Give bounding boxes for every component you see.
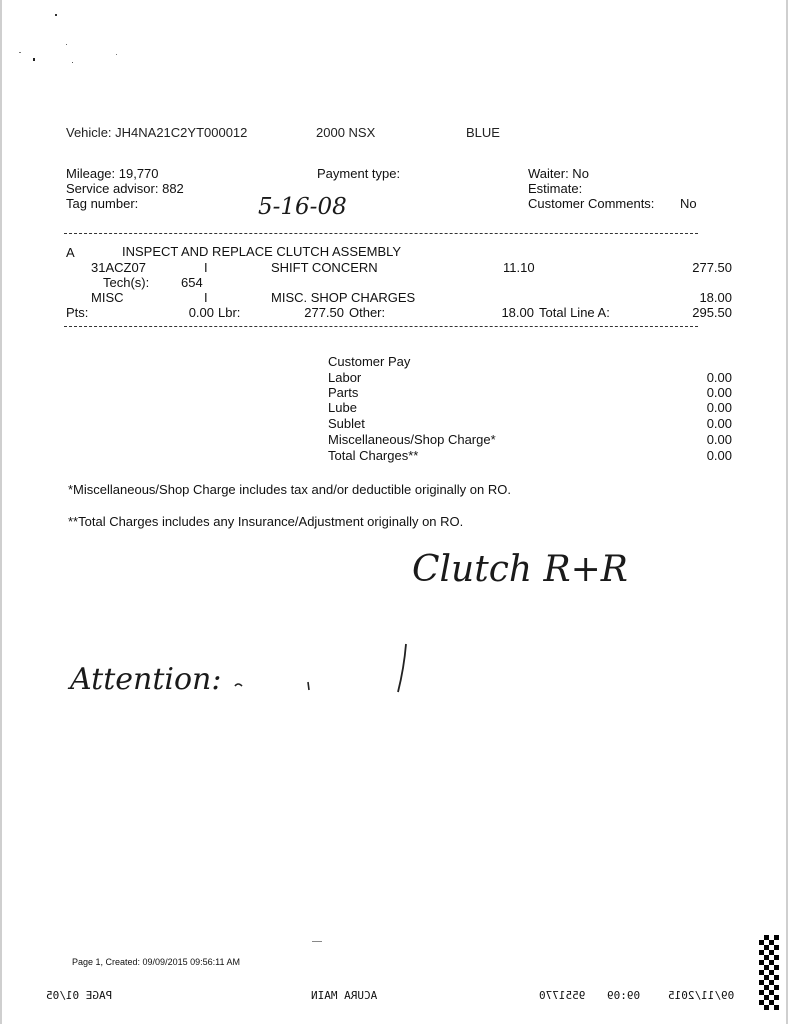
fax-time: 09:09 (607, 989, 641, 1002)
cp-label-lube: Lube (328, 400, 357, 415)
customer-comments-value: No (680, 196, 697, 211)
fax-date: 09/11/2015 (668, 989, 735, 1002)
tag-number: Tag number: (66, 196, 139, 211)
cp-value-parts: 0.00 (706, 385, 732, 400)
handwritten-date: 5-16-08 (258, 194, 347, 220)
cp-label-labor: Labor (328, 370, 362, 385)
cp-label-sublet: Sublet (328, 416, 365, 431)
line-2-type: I (204, 290, 208, 305)
page-created: Page 1, Created: 09/09/2015 09:56:11 AM (72, 957, 240, 967)
service-advisor: Service advisor: 882 (66, 181, 184, 196)
customer-comments: Customer Comments: (528, 196, 655, 211)
job-title: INSPECT AND REPLACE CLUTCH ASSEMBLY (122, 244, 402, 259)
other-label: Other: (349, 305, 386, 320)
cp-label-parts: Parts (328, 385, 359, 400)
handwritten-marks (230, 640, 430, 700)
line-1-amount: 277.50 (692, 260, 732, 275)
line-1-desc: SHIFT CONCERN (271, 260, 378, 275)
page-right-edge (786, 0, 788, 1024)
lbr-label: Lbr: (218, 305, 241, 320)
divider-bottom (64, 326, 698, 327)
footer-dash (312, 941, 322, 942)
mileage: Mileage: 19,770 (66, 166, 159, 181)
cp-value-lube: 0.00 (706, 400, 732, 415)
page-left-edge (0, 0, 2, 1024)
divider-top (64, 233, 698, 234)
cp-label-misc: Miscellaneous/Shop Charge* (328, 432, 496, 447)
cut-line-vehicle: Vehicle: JH4NA21C2YT000012 (66, 125, 248, 140)
other-value: 18.00 (501, 305, 534, 320)
waiter: Waiter: No (528, 166, 589, 181)
estimate: Estimate: (528, 181, 583, 196)
techs-label: Tech(s): (103, 275, 150, 290)
fax-number: 9551770 (539, 989, 586, 1002)
handwritten-attention: Attention: (70, 662, 222, 697)
cp-value-misc: 0.00 (706, 432, 732, 447)
cut-line-model: 2000 NSX (316, 125, 376, 140)
cp-value-labor: 0.00 (706, 370, 732, 385)
payment-type: Payment type: (317, 166, 401, 181)
cp-value-sublet: 0.00 (706, 416, 732, 431)
pts-label: Pts: (66, 305, 89, 320)
line-1-hours: 11.10 (503, 260, 535, 275)
fax-page: PAGE 01/05 (46, 989, 113, 1002)
total-line-value: 295.50 (692, 305, 732, 320)
techs-value: 654 (181, 275, 203, 290)
handwritten-clutch-note: Clutch R+R (412, 549, 628, 590)
job-letter: A (66, 245, 75, 260)
cp-value-total: 0.00 (706, 448, 732, 463)
customer-pay-title: Customer Pay (328, 354, 411, 369)
line-1-code: 31ACZ07 (91, 260, 146, 275)
fax-sender: ACURA MAIN (311, 989, 378, 1002)
fax-header (0, 988, 791, 1004)
cp-label-total: Total Charges** (328, 448, 419, 463)
total-charges-note: **Total Charges includes any Insurance/Adjustment originally on RO. (68, 514, 464, 529)
total-line-label: Total Line A: (539, 305, 610, 320)
cut-line-color: BLUE (466, 125, 500, 140)
line-2-desc: MISC. SHOP CHARGES (271, 290, 416, 305)
misc-charge-note: *Miscellaneous/Shop Charge includes tax and/or deductible originally on RO. (68, 482, 511, 497)
pts-value: 0.00 (188, 305, 214, 320)
line-2-code: MISC (91, 290, 124, 305)
line-2-amount: 18.00 (699, 290, 732, 305)
fax-checker-pattern (759, 935, 779, 1010)
line-1-type: I (204, 260, 208, 275)
lbr-value: 277.50 (304, 305, 344, 320)
